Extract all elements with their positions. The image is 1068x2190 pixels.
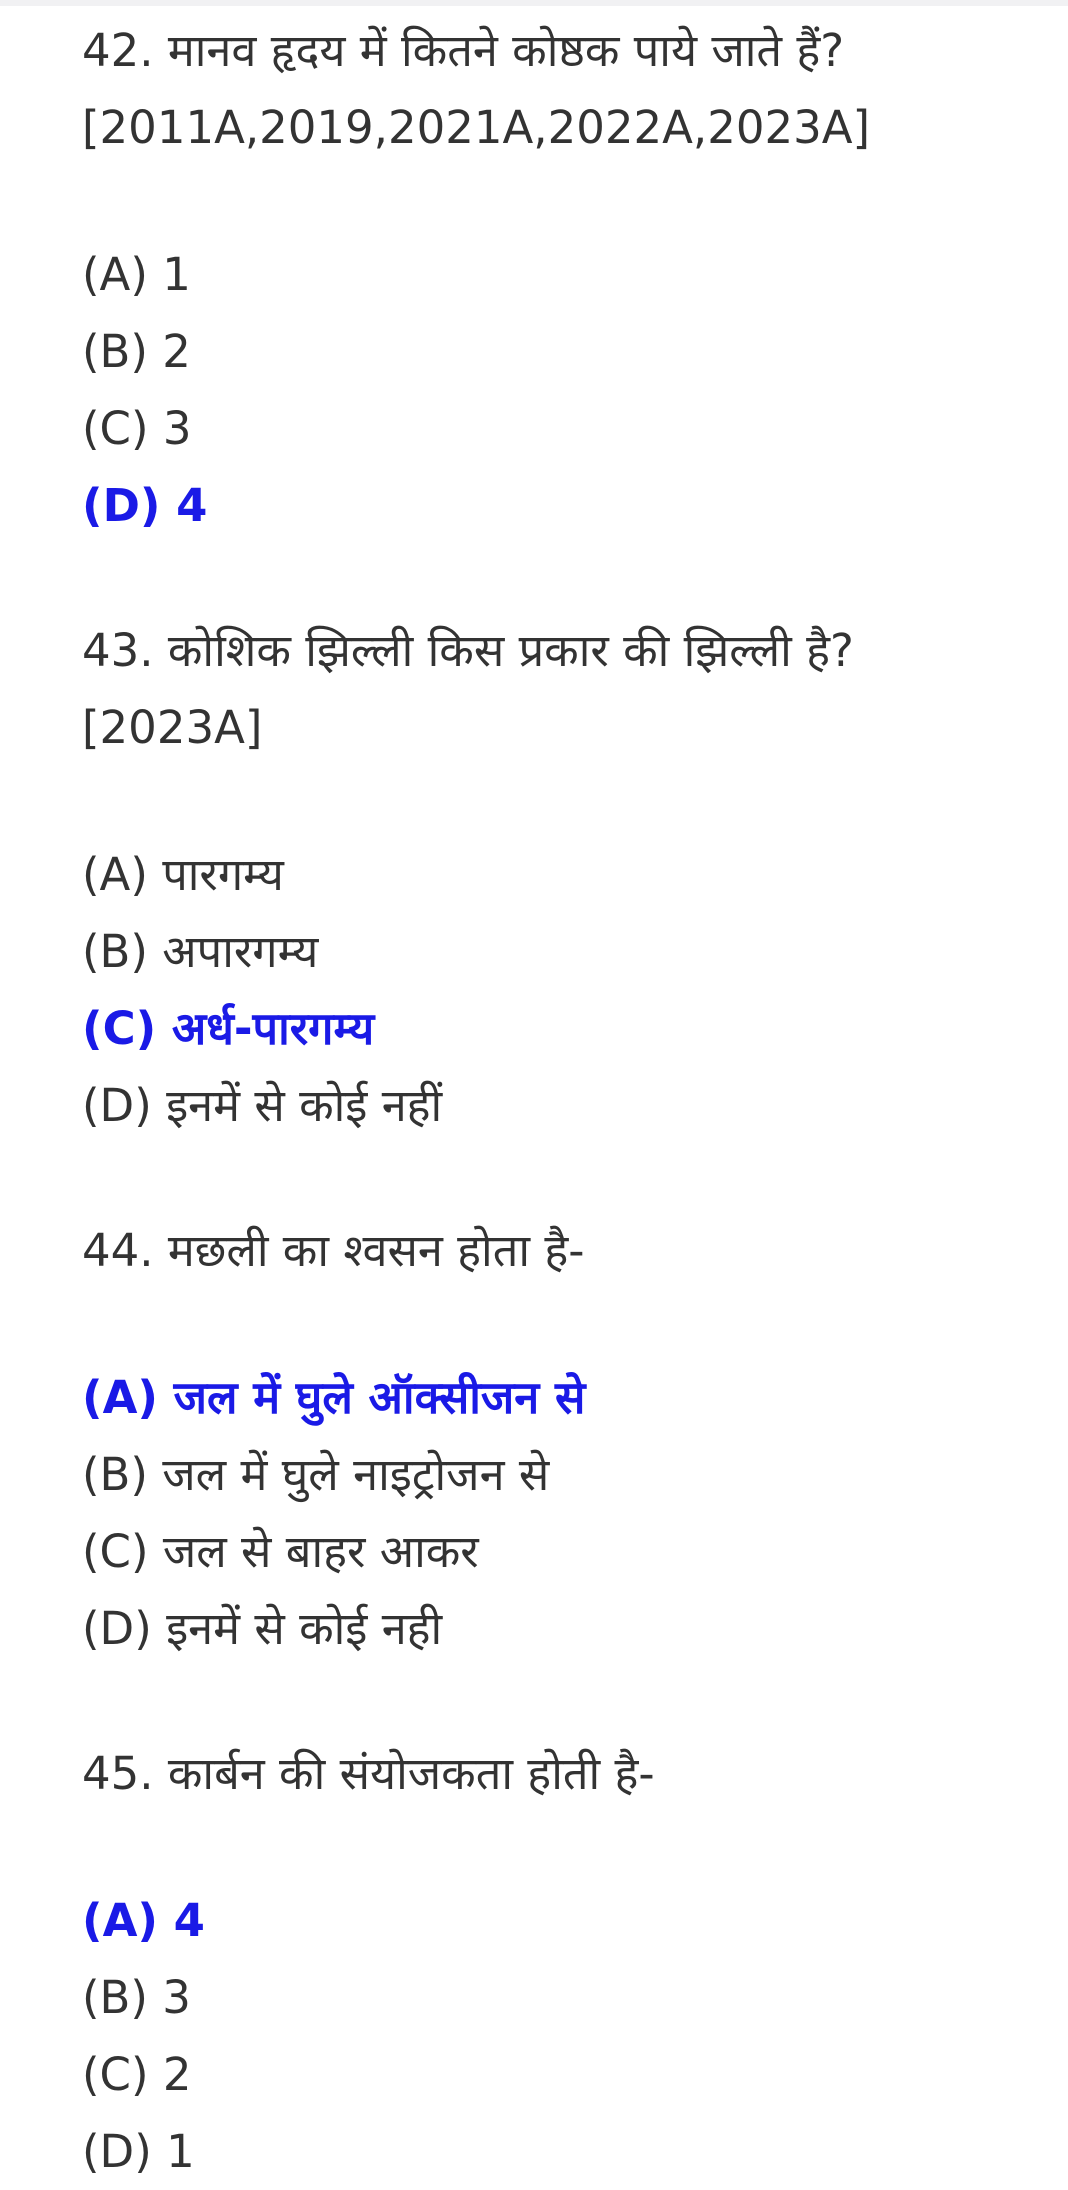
option-b[interactable]: (B) 3 xyxy=(82,1971,191,2024)
option-a-correct[interactable]: (A) 4 xyxy=(82,1894,205,1947)
option-a-correct[interactable]: (A) जल में घुले ऑक्सीजन से xyxy=(82,1371,586,1424)
question-list xyxy=(82,12,1042,2190)
question-45 xyxy=(82,1735,1042,2190)
question-text: 45. कार्बन की संयोजकता होती है- xyxy=(82,1747,655,1800)
question-years: [2023A] xyxy=(82,701,263,754)
option-c-correct[interactable]: (C) अर्ध-पारगम्य xyxy=(82,1002,375,1055)
question-43 xyxy=(82,612,1042,1144)
option-b[interactable]: (B) जल में घुले नाइट्रोजन से xyxy=(82,1448,550,1501)
option-d-correct[interactable]: (D) 4 xyxy=(82,479,208,532)
question-years: [2011A,2019,2021A,2022A,2023A] xyxy=(82,101,871,154)
option-c[interactable]: (C) 2 xyxy=(82,2048,192,2101)
option-a[interactable]: (A) पारगम्य xyxy=(82,848,284,901)
option-d[interactable]: (D) इनमें से कोई नहीं xyxy=(82,1079,443,1132)
question-42 xyxy=(82,12,1042,544)
question-44 xyxy=(82,1212,1042,1667)
top-divider xyxy=(0,0,1068,6)
question-text: 44. मछली का श्वसन होता है- xyxy=(82,1224,585,1277)
options-list xyxy=(82,1359,1042,1667)
option-c[interactable]: (C) जल से बाहर आकर xyxy=(82,1525,479,1578)
question-text: 42. मानव हृदय में कितने कोष्ठक पाये जाते हैं? xyxy=(82,24,845,77)
options-list xyxy=(82,1882,1042,2190)
option-b[interactable]: (B) अपारगम्य xyxy=(82,925,319,978)
options-list xyxy=(82,236,1042,544)
option-b[interactable]: (B) 2 xyxy=(82,325,191,378)
option-c[interactable]: (C) 3 xyxy=(82,402,192,455)
option-d[interactable]: (D) 1 xyxy=(82,2125,195,2178)
options-list xyxy=(82,836,1042,1144)
option-a[interactable]: (A) 1 xyxy=(82,248,191,301)
question-text: 43. कोशिक झिल्ली किस प्रकार की झिल्ली है? xyxy=(82,624,854,677)
option-d[interactable]: (D) इनमें से कोई नही xyxy=(82,1602,443,1655)
